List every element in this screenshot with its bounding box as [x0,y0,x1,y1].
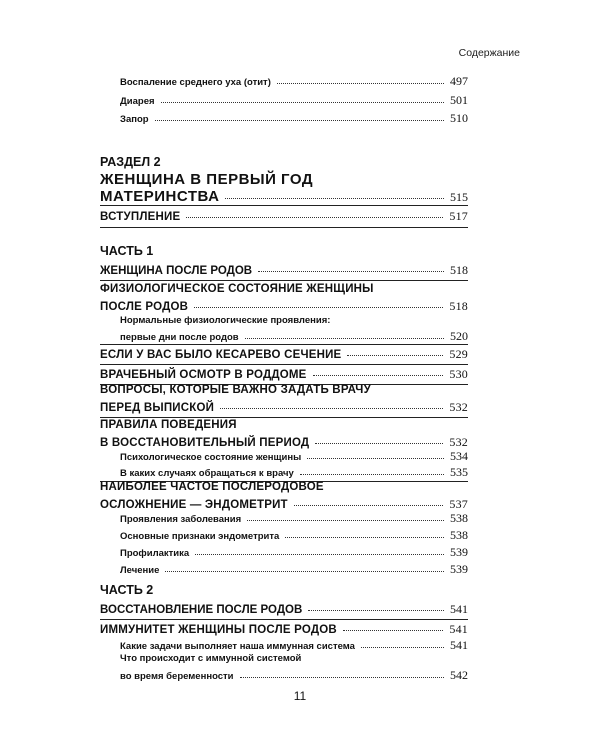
toc-entry-page: 515 [450,190,468,204]
section-label: РАЗДЕЛ 2 [100,155,161,169]
section-title-line2: МАТЕРИНСТВА [100,188,220,205]
toc-subentry[interactable] [100,449,468,464]
divider [100,205,468,206]
toc-entry-page: 534 [450,449,468,463]
dot-leader [225,188,444,199]
dot-leader [186,210,443,218]
divider [100,344,468,345]
section-title-line1: ЖЕНЩИНА В ПЕРВЫЙ ГОД [100,171,314,188]
toc-entry-page: 539 [450,562,468,576]
toc-subentry[interactable] [100,545,468,560]
section-title-entry[interactable] [100,188,468,205]
toc-entry-title: ИММУНИТЕТ ЖЕНЩИНЫ ПОСЛЕ РОДОВ [100,624,337,636]
toc-subentry[interactable] [100,528,468,543]
toc-entry-page: 532 [449,435,468,449]
toc-entry-page: 529 [449,347,468,361]
toc-entry-page: 541 [449,622,468,636]
dot-leader [165,565,444,572]
toc-entry[interactable] [100,209,468,224]
dot-leader [194,300,443,308]
toc-entry-line1: НАИБОЛЕЕ ЧАСТОЕ ПОСЛЕРОДОВОЕ [100,481,324,493]
toc-subentry[interactable] [100,329,468,344]
toc-entry-page: 541 [450,602,468,616]
part-title-entry[interactable] [100,263,468,278]
toc-entry-page: 510 [450,111,468,125]
dot-leader [247,514,444,521]
toc-entry-page: 518 [449,299,468,313]
toc-entry-title: ВСТУПЛЕНИЕ [100,211,181,223]
dot-leader [161,96,444,103]
toc-entry-title: ПЕРЕД ВЫПИСКОЙ [100,402,215,414]
toc-entry-page: 517 [449,209,468,223]
dot-leader [307,452,444,459]
dot-leader [361,641,444,648]
toc-entry-title: Воспаление среднего уха (отит) [120,77,271,88]
part-title-entry[interactable] [100,602,468,617]
page-number: 11 [293,689,307,703]
dot-leader [315,436,443,444]
toc-entry[interactable] [100,93,468,108]
toc-entry[interactable] [100,367,468,382]
toc-entry-title: Проявления заболевания [120,514,242,525]
toc-entry-title: Запор [120,114,149,125]
toc-entry-page: 532 [449,400,468,414]
toc-subentry[interactable] [100,562,468,577]
dot-leader [155,114,444,121]
toc-entry-line1: ФИЗИОЛОГИЧЕСКОЕ СОСТОЯНИЕ ЖЕНЩИНЫ [100,283,374,295]
dot-leader [195,548,444,555]
dot-leader [300,468,444,475]
toc-entry-page: 518 [450,263,468,277]
toc-entry-page: 501 [450,93,468,107]
toc-entry-title: Какие задачи выполняет наша иммунная система [120,641,355,652]
toc-entry-title: Основные признаки эндометрита [120,531,280,542]
toc-entry-title: во время беременности [120,671,234,682]
dot-leader [313,368,444,376]
dot-leader [308,603,444,611]
toc-entry-page: 539 [450,545,468,559]
toc-entry-page: 538 [450,511,468,525]
toc-subentry[interactable] [100,638,468,653]
toc-entry-page: 497 [450,74,468,88]
toc-entry-title: Диарея [120,96,155,107]
toc-entry-page: 541 [450,638,468,652]
toc-entry-title: ВРАЧЕБНЫЙ ОСМОТР В РОДДОМЕ [100,369,307,381]
toc-entry[interactable] [100,435,468,450]
toc-entry[interactable] [100,299,468,314]
toc-entry[interactable] [100,400,468,415]
toc-entry-title: первые дни после родов [120,332,239,343]
toc-subentry-line1: Нормальные физиологические проявления: [120,315,331,326]
toc-entry-page: 530 [449,367,468,381]
running-header: Содержание [458,47,520,59]
toc-entry-page: 520 [450,329,468,343]
dot-leader [285,531,444,538]
toc-entry-title: ПОСЛЕ РОДОВ [100,301,189,313]
toc-entry[interactable] [100,497,468,512]
toc-entry[interactable] [100,622,468,637]
divider [100,227,468,228]
toc-entry-page: 538 [450,528,468,542]
toc-entry-line1: ПРАВИЛА ПОВЕДЕНИЯ [100,419,237,431]
toc-entry-page: 537 [449,497,468,511]
toc-entry-title: ОСЛОЖНЕНИЕ — ЭНДОМЕТРИТ [100,499,288,511]
toc-entry-title: ЕСЛИ У ВАС БЫЛО КЕСАРЕВО СЕЧЕНИЕ [100,349,342,361]
toc-entry[interactable] [100,111,468,126]
dot-leader [347,348,443,356]
divider [100,619,468,620]
divider [100,364,468,365]
toc-subentry[interactable] [100,465,468,480]
toc-subentry-line1: Что происходит с иммунной системой [120,653,302,664]
toc-entry-title: В ВОССТАНОВИТЕЛЬНЫЙ ПЕРИОД [100,437,310,449]
toc-subentry[interactable] [100,511,468,526]
dot-leader [220,401,443,409]
part-label: ЧАСТЬ 2 [100,583,154,597]
divider [100,280,468,281]
part-title: ЖЕНЩИНА ПОСЛЕ РОДОВ [100,265,253,277]
part-label: ЧАСТЬ 1 [100,244,154,258]
dot-leader [240,671,444,678]
dot-leader [343,623,443,631]
toc-entry[interactable] [100,347,468,362]
toc-subentry[interactable] [100,668,468,683]
toc-entry-title: Профилактика [120,548,190,559]
dot-leader [277,77,444,84]
dot-leader [258,264,444,272]
part-title: ВОССТАНОВЛЕНИЕ ПОСЛЕ РОДОВ [100,604,303,616]
toc-entry-title: В каких случаях обращаться к врачу [120,468,294,479]
toc-entry-page: 542 [450,668,468,682]
dot-leader [245,332,444,339]
divider [100,417,468,418]
toc-entry[interactable] [100,74,468,89]
toc-entry-title: Психологическое состояние женщины [120,452,302,463]
toc-entry-line1: ВОПРОСЫ, КОТОРЫЕ ВАЖНО ЗАДАТЬ ВРАЧУ [100,384,371,396]
toc-entry-page: 535 [450,465,468,479]
toc-entry-title: Лечение [120,565,160,576]
dot-leader [294,498,444,506]
